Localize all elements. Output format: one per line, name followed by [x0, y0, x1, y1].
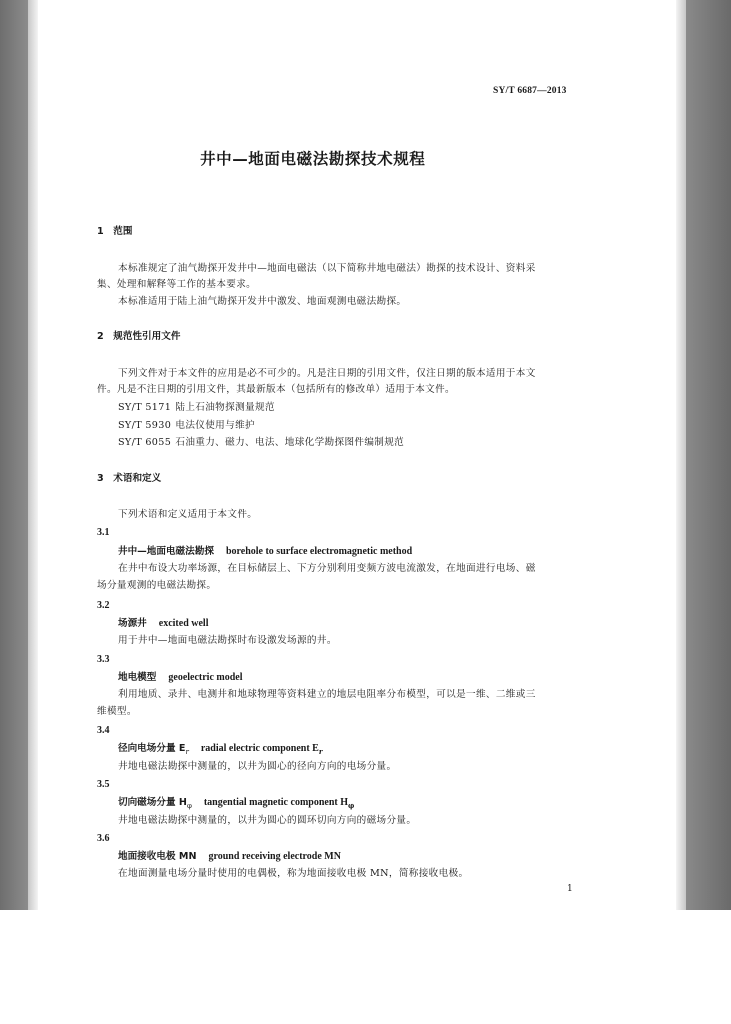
paragraph-line: 下列文件对于本文件的应用是必不可少的。凡是注日期的引用文件，仅注日期的版本适用于本文: [118, 368, 536, 379]
term-en: geoelectric model: [168, 672, 243, 683]
term-zh: 场源井: [118, 618, 147, 629]
term-zh: 径向电场分量 E: [118, 743, 186, 754]
reference-code: SY/T 6055: [118, 437, 172, 448]
term-number: 3.2: [97, 600, 110, 611]
section-heading-normative-references: 2 规范性引用文件: [97, 331, 181, 342]
term-title: [118, 797, 354, 812]
term-definition-line: 用于井中—地面电磁法勘探时布设激发场源的井。: [118, 635, 337, 646]
term-number: 3.4: [97, 725, 110, 736]
section-heading-terms: 3 术语和定义: [97, 473, 162, 484]
paragraph-line: 件。凡是不注日期的引用文件，其最新版本（包括所有的修改单）适用于本文件。: [97, 384, 455, 395]
page-number: 1: [567, 884, 573, 894]
paragraph-line: 集、处理和解释等工作的基本要求。: [97, 279, 257, 290]
reference-item: [118, 402, 275, 414]
term-definition-line: 在井中布设大功率场源，在目标储层上、下方分别利用变频方波电流激发，在地面进行电场、磁: [118, 563, 536, 574]
section-heading-scope: 1 范围: [97, 226, 133, 237]
term-en-subscript: φ: [348, 801, 355, 810]
reference-code: SY/T 5930: [118, 420, 172, 431]
term-zh: 切向磁场分量 H: [118, 797, 187, 808]
scan-border-left: [0, 0, 28, 910]
blank-area: [0, 910, 731, 1024]
term-definition-line: 井地电磁法勘探中测量的，以井为圆心的圆环切向方向的磁场分量。: [118, 815, 417, 826]
section-intro: 下列术语和定义适用于本文件。: [118, 509, 258, 520]
paragraph-line: 本标准适用于陆上油气勘探开发井中激发、地面观测电磁法勘探。: [118, 296, 407, 307]
reference-name: 电法仪使用与维护: [175, 420, 255, 431]
term-number: 3.3: [97, 654, 110, 665]
term-zh: 井中—地面电磁法勘探: [118, 546, 214, 557]
standard-number: SY/T 6687—2013: [493, 86, 567, 96]
term-title: [118, 743, 323, 758]
reference-name: 陆上石油物探测量规范: [175, 402, 275, 413]
term-definition-line: 利用地质、录井、电测井和地球物理等资料建立的地层电阻率分布模型，可以是一维、二维或三: [118, 689, 536, 700]
term-definition-line: 在地面测量电场分量时使用的电偶极，称为地面接收电极 MN，简称接收电极。: [118, 868, 469, 879]
term-en: radial electric component E: [200, 743, 319, 754]
term-title: [118, 851, 341, 863]
term-title: [118, 618, 208, 630]
term-zh: 地面接收电极 MN: [118, 851, 197, 862]
term-en: borehole to surface electromagnetic method: [225, 546, 413, 557]
document-page: [38, 0, 676, 910]
reference-item: [118, 437, 404, 449]
paragraph-line: 本标准规定了油气勘探开发井中—地面电磁法（以下简称井地电磁法）勘探的技术设计、资料采: [118, 263, 536, 274]
reference-name: 石油重力、磁力、电法、地球化学勘探图件编制规范: [175, 437, 405, 448]
scan-shadow-right: [676, 0, 686, 910]
term-definition-line: 场分量观测的电磁法勘探。: [97, 580, 217, 591]
term-zh-subscript: φ: [186, 802, 192, 810]
reference-item: [118, 420, 255, 432]
term-title: [118, 546, 412, 558]
term-number: 3.6: [97, 833, 110, 844]
term-title: [118, 672, 243, 684]
term-definition-line: 维模型。: [97, 706, 137, 717]
term-en: ground receiving electrode MN: [208, 851, 341, 862]
term-number: 3.1: [97, 527, 110, 538]
term-en: tangential magnetic component H: [203, 797, 348, 808]
term-zh-subscript: r: [185, 748, 189, 756]
term-en: excited well: [158, 618, 209, 629]
reference-code: SY/T 5171: [118, 402, 172, 413]
term-zh: 地电模型: [118, 672, 157, 683]
term-en-subscript: r: [318, 747, 323, 756]
term-definition-line: 井地电磁法勘探中测量的，以井为圆心的径向方向的电场分量。: [118, 761, 397, 772]
document-title: 井中—地面电磁法勘探技术规程: [200, 150, 426, 168]
scan-border-right: [686, 0, 731, 910]
term-number: 3.5: [97, 779, 110, 790]
scan-shadow-left: [28, 0, 38, 910]
